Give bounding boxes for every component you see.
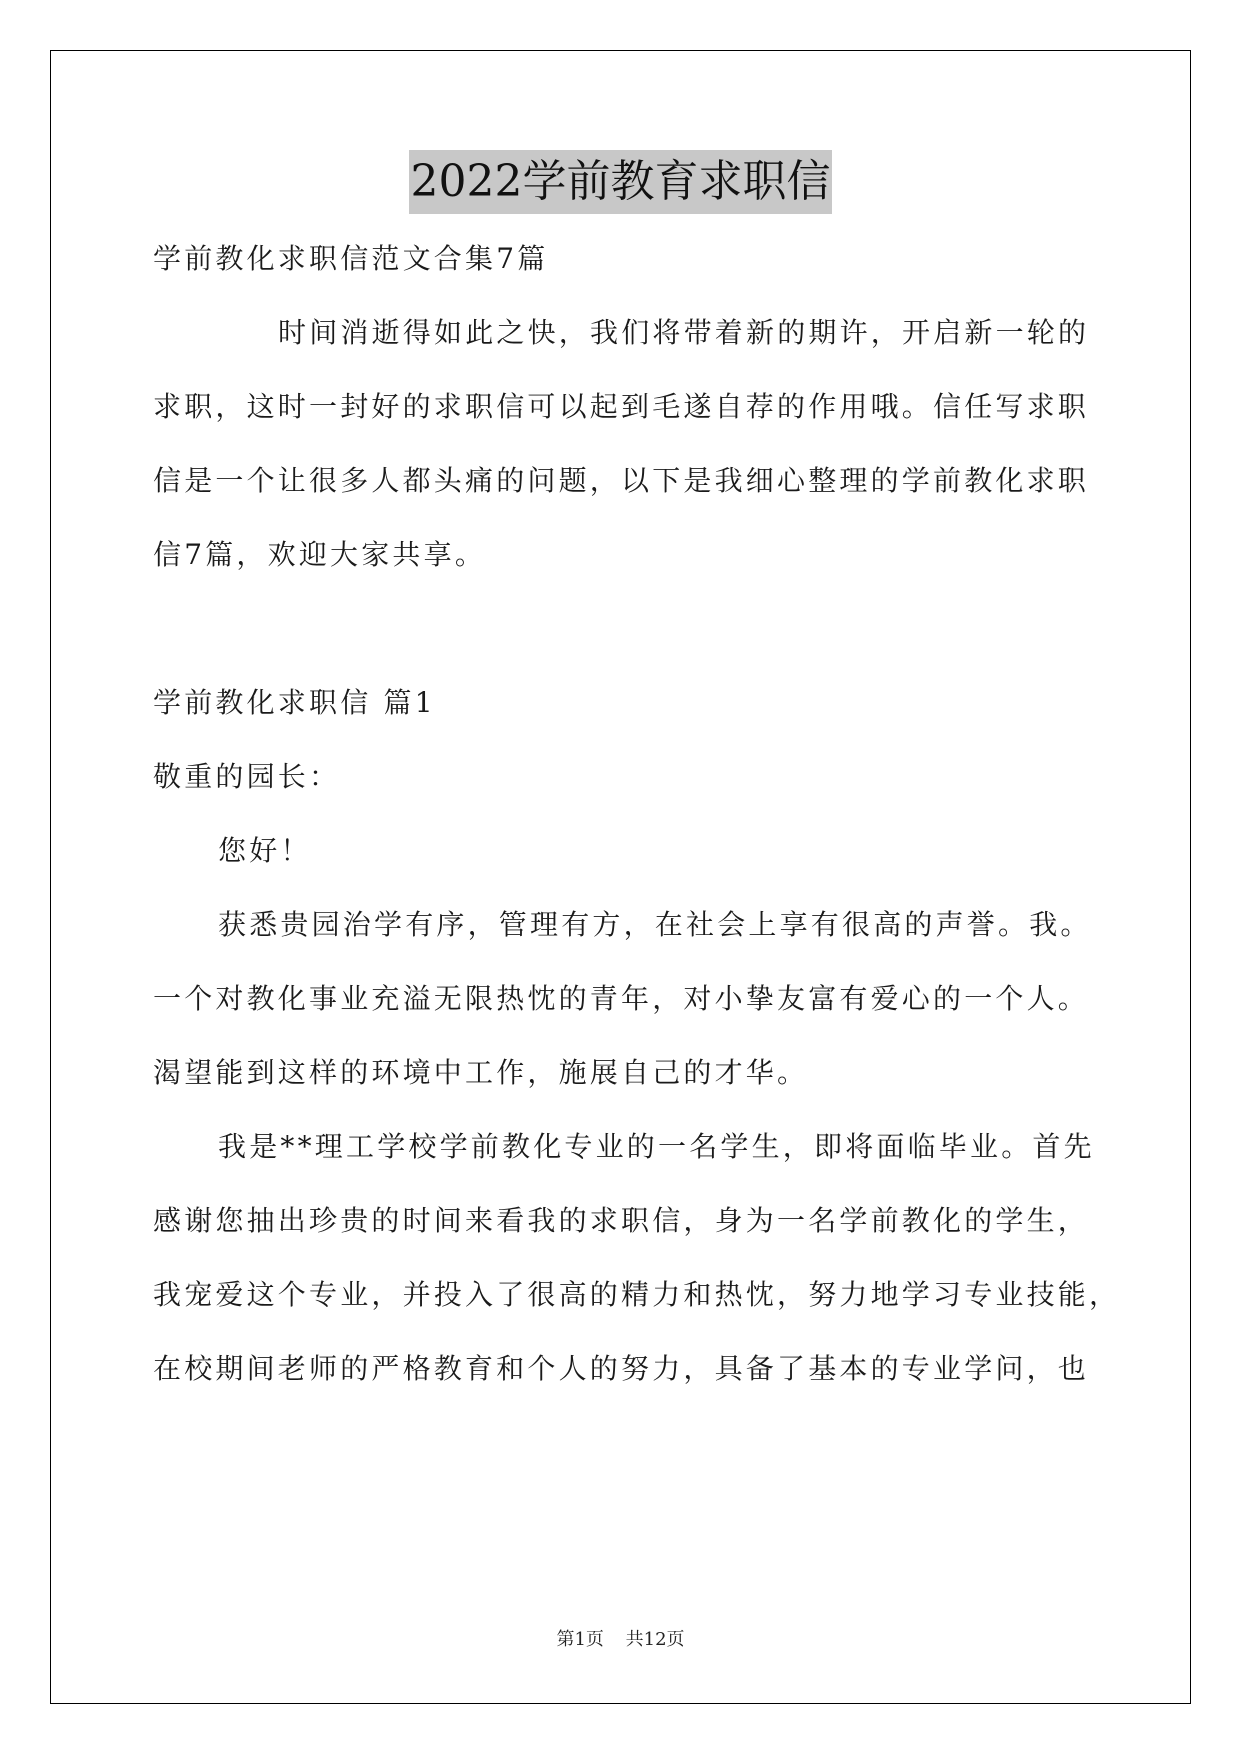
- salutation: 敬重的园长：: [153, 760, 341, 793]
- greeting: 您好！: [218, 834, 312, 867]
- paragraph-line: 信7篇，欢迎大家共享。: [153, 538, 487, 571]
- page-footer: [0, 1628, 1241, 1652]
- paragraph-line: 我宠爱这个专业，并投入了很高的精力和热忱，努力地学习专业技能，: [153, 1278, 1121, 1311]
- paragraph-line: 时间消逝得如此之快，我们将带着新的期许，开启新一轮的: [278, 316, 1090, 349]
- page-current: 第1页: [556, 1629, 604, 1650]
- paragraph-line: 我是**理工学校学前教化专业的一名学生，即将面临毕业。首先: [218, 1130, 1095, 1163]
- page-total: 共12页: [625, 1629, 685, 1650]
- paragraph-line: 获悉贵园治学有序，管理有方，在社会上享有很高的声誉。我。: [218, 908, 1092, 941]
- paragraph-line: 信是一个让很多人都头痛的问题，以下是我细心整理的学前教化求职: [153, 464, 1090, 497]
- paragraph-line: 在校期间老师的严格教育和个人的努力，具备了基本的专业学问，也: [153, 1352, 1090, 1385]
- section-heading: 学前教化求职信 篇1: [153, 686, 436, 719]
- document-title: 2022学前教育求职信: [409, 150, 833, 214]
- paragraph-line: 感谢您抽出珍贵的时间来看我的求职信，身为一名学前教化的学生，: [153, 1204, 1090, 1237]
- subtitle-line: 学前教化求职信范文合集7篇: [153, 242, 549, 275]
- paragraph-line: 一个对教化事业充溢无限热忱的青年，对小挚友富有爱心的一个人。: [153, 982, 1090, 1015]
- paragraph-line: 渴望能到这样的环境中工作，施展自己的才华。: [153, 1056, 809, 1089]
- paragraph-line: 求职，这时一封好的求职信可以起到毛遂自荐的作用哦。信任写求职: [153, 390, 1090, 423]
- page-border: [50, 50, 1191, 1704]
- title-container: [0, 150, 1241, 214]
